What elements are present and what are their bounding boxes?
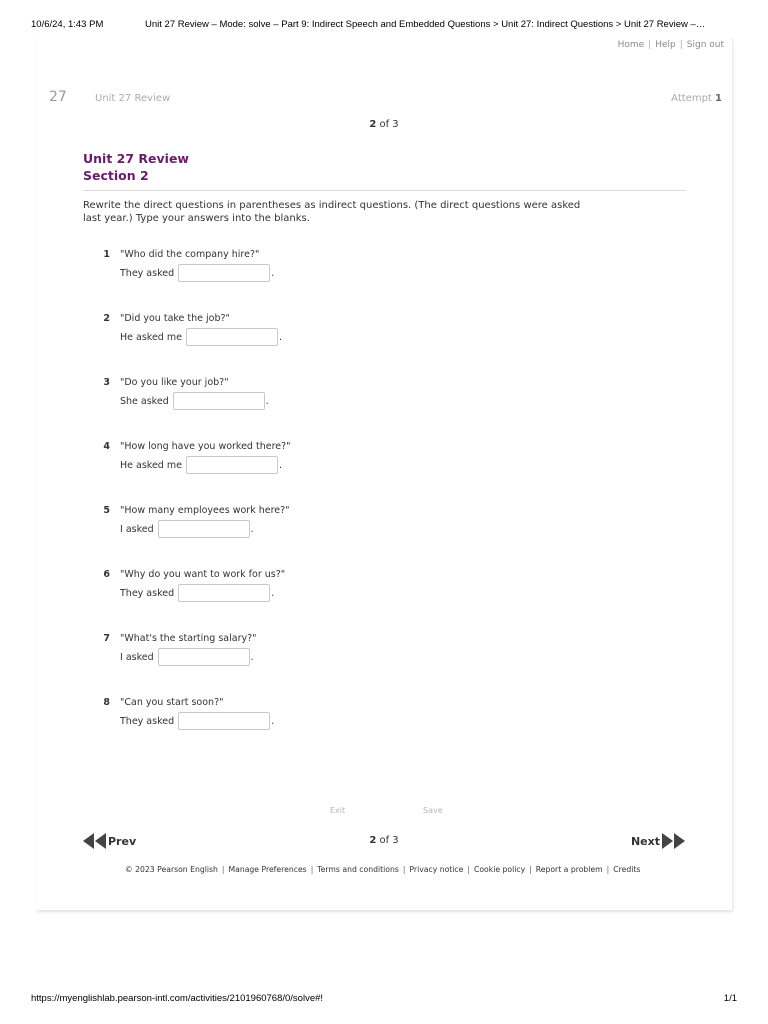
answer-prefix: I asked [120,523,154,535]
direct-question: "How many employees work here?" [120,505,290,516]
answer-input-2[interactable] [186,328,278,346]
instructions: Rewrite the direct questions in parentheses as indirect questions. (The direct questions were asked last year.) Type your answers into the blanks. [83,200,581,224]
answer-prefix: They asked [120,267,175,279]
exit-button[interactable]: Exit [330,806,346,815]
page-indicator-bottom [36,835,732,846]
attempt-value: 1 [715,93,722,104]
answer-input-1[interactable] [178,264,270,282]
help-link[interactable]: Help [655,40,676,50]
answer-prefix: He asked me [120,331,182,343]
direct-question: "Can you start soon?" [120,697,224,708]
attempt-label: Attempt [671,93,712,104]
question-number: 5 [103,505,110,516]
answer-prefix: He asked me [120,459,182,471]
answer-suffix: . [278,331,282,343]
answer-prefix: They asked [120,715,175,727]
page-indicator-top [36,119,732,130]
direct-question: "Did you take the job?" [120,313,230,324]
question-number: 2 [103,313,110,324]
answer-suffix: . [250,651,254,663]
answer-suffix: . [278,459,282,471]
section-divider [83,190,686,191]
copyright: © 2023 Pearson English [125,865,218,874]
answer-input-4[interactable] [186,456,278,474]
credits-link[interactable]: Credits [613,865,641,874]
footer-links: © 2023 Pearson English | Manage Preferences | Terms and conditions | Privacy notice | Cookie policy | Report a problem | Credits [125,865,641,874]
question-number: 4 [103,441,110,452]
prev-label: Prev [108,834,137,848]
answer-input-7[interactable] [158,648,250,666]
answer-prefix: She asked [120,395,169,407]
manage-preferences-link[interactable]: Manage Preferences [228,865,307,874]
direct-question: "How long have you worked there?" [120,441,291,452]
unit-number: 27 [49,89,67,105]
answer-suffix: . [271,587,275,599]
double-arrow-right-icon [660,832,686,850]
section-title: Unit 27 Review [83,151,189,166]
answer-input-6[interactable] [178,584,270,602]
current-page: 2 [369,835,377,846]
answer-prefix: I asked [120,651,154,663]
next-button[interactable] [631,832,686,850]
question-number: 6 [103,569,110,580]
direct-question: "Who did the company hire?" [120,249,260,260]
print-date: 10/6/24, 1:43 PM [31,19,104,30]
question-number: 7 [103,633,110,644]
attempt-indicator [671,93,722,104]
page-total: of 3 [379,119,399,130]
question-number: 8 [103,697,110,708]
current-page: 2 [369,119,377,130]
top-links: Home | Help | Sign out [617,40,724,50]
answer-input-5[interactable] [158,520,250,538]
print-title: Unit 27 Review – Mode: solve – Part 9: Indirect Speech and Embedded Questions > Unit 27: Indirect Questions > Unit 27 Review –… [145,19,706,30]
home-link[interactable]: Home [617,40,645,50]
answer-suffix: . [271,715,275,727]
answer-input-8[interactable] [178,712,270,730]
answer-prefix: They asked [120,587,175,599]
sign-out-link[interactable]: Sign out [686,40,724,50]
answer-suffix: . [265,395,269,407]
privacy-link[interactable]: Privacy notice [409,865,464,874]
section-heading [83,150,189,184]
save-button[interactable]: Save [423,806,443,815]
cookie-policy-link[interactable]: Cookie policy [473,865,526,874]
report-problem-link[interactable]: Report a problem [535,865,603,874]
direct-question: "What's the starting salary?" [120,633,257,644]
direct-question: "Do you like your job?" [120,377,229,388]
answer-input-3[interactable] [173,392,265,410]
question-number: 3 [103,377,110,388]
print-page-count: 1/1 [723,993,737,1004]
next-label: Next [630,834,660,848]
page-total: of 3 [379,835,399,846]
answer-suffix: . [271,267,275,279]
activity-page [36,36,732,910]
print-url: https://myenglishlab.pearson-intl.com/activities/2101960768/0/solve#! [31,993,324,1004]
unit-title: Unit 27 Review [95,93,171,104]
section-subtitle: Section 2 [83,168,149,183]
answer-suffix: . [250,523,254,535]
terms-link[interactable]: Terms and conditions [317,865,399,874]
question-number: 1 [103,249,110,260]
direct-question: "Why do you want to work for us?" [120,569,286,580]
